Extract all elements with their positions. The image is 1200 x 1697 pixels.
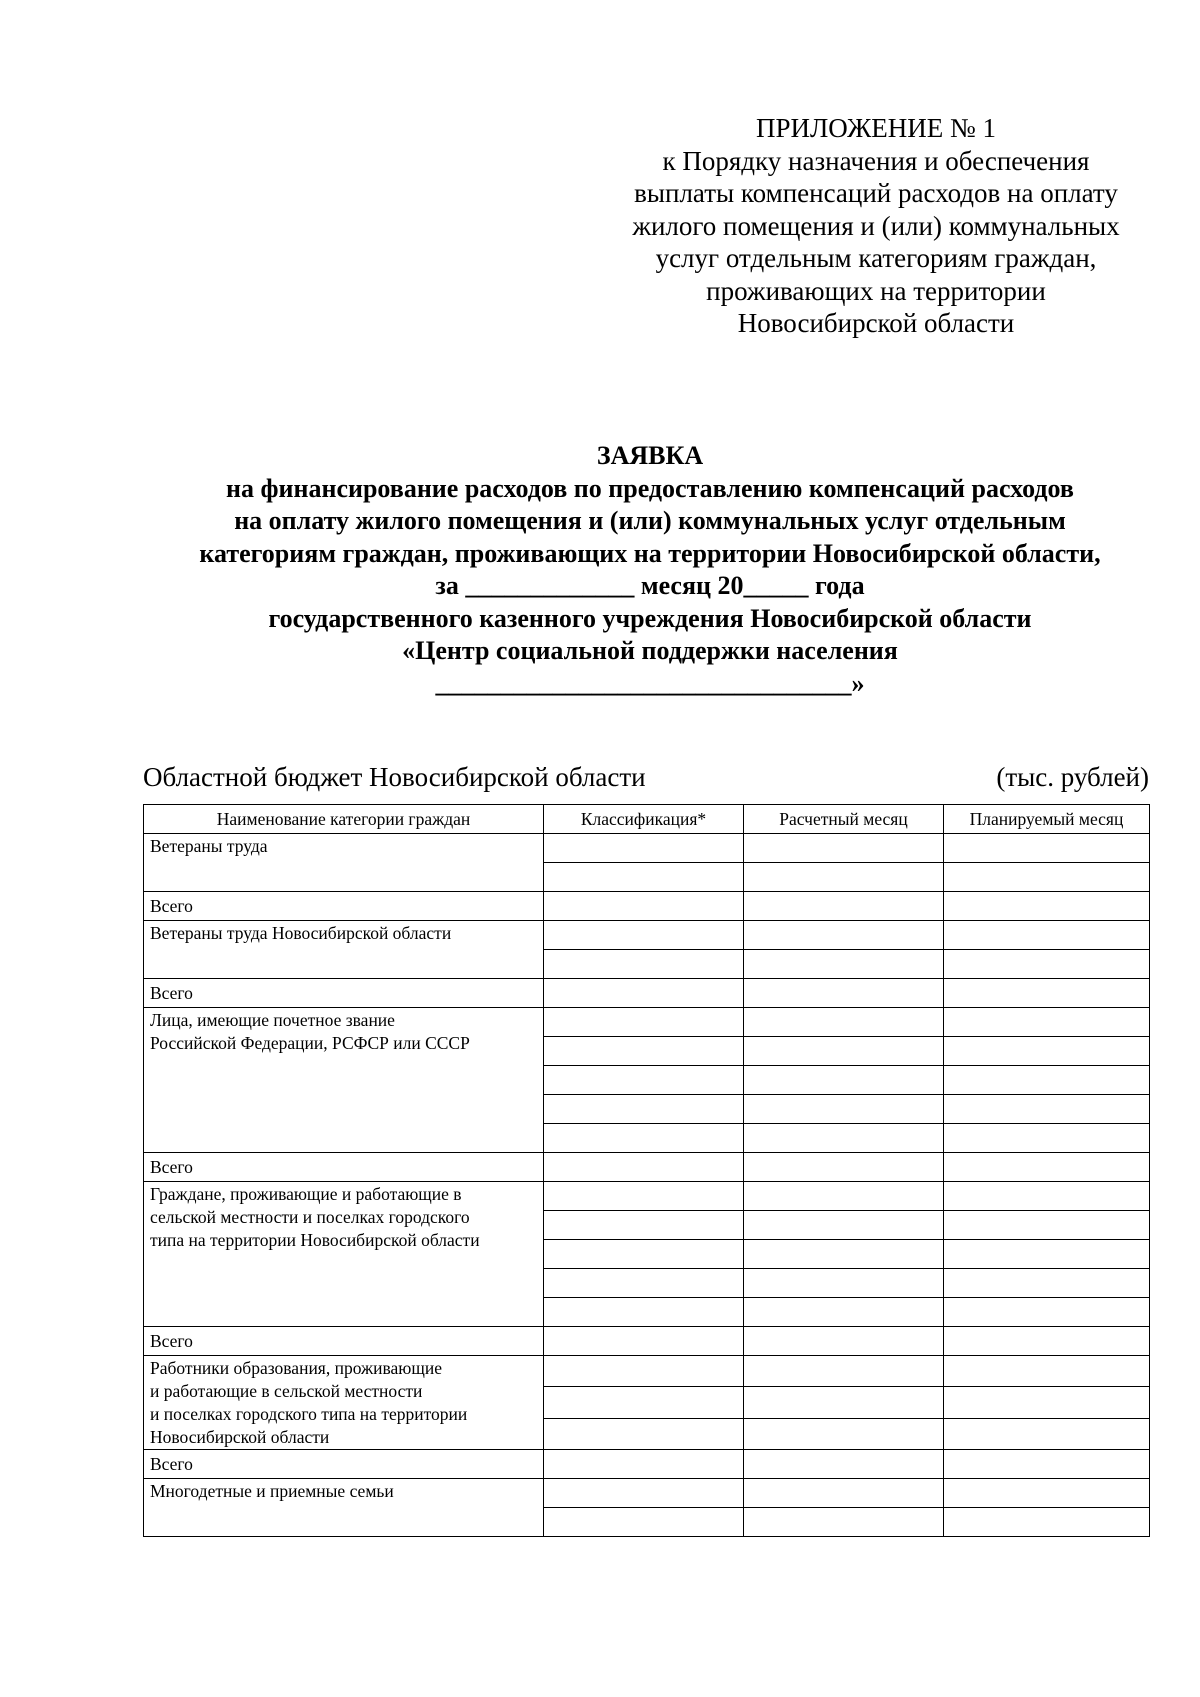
- calculated-month-cell[interactable]: [744, 1508, 944, 1537]
- center-name-line: [100, 668, 1200, 701]
- header-category: Наименование категории граждан: [144, 805, 544, 834]
- classification-cell[interactable]: [544, 1037, 744, 1066]
- classification-cell[interactable]: [544, 1095, 744, 1124]
- table-header-row: [144, 805, 1150, 834]
- calculated-month-cell[interactable]: [744, 950, 944, 979]
- planned-month-cell[interactable]: [944, 1269, 1150, 1298]
- classification-cell[interactable]: [544, 1211, 744, 1240]
- classification-cell[interactable]: [544, 863, 744, 892]
- total-calculated-month-cell[interactable]: [744, 1450, 944, 1479]
- appendix-line: Новосибирской области: [737, 308, 1015, 338]
- financing-table: [143, 804, 1150, 1537]
- category-name-line: Многодетные и приемные семьи: [150, 1481, 394, 1501]
- calculated-month-cell[interactable]: [744, 1418, 944, 1449]
- classification-cell[interactable]: [544, 950, 744, 979]
- calculated-month-cell[interactable]: [744, 921, 944, 950]
- planned-month-cell[interactable]: [944, 1298, 1150, 1327]
- planned-month-cell[interactable]: [944, 1211, 1150, 1240]
- calculated-month-cell[interactable]: [744, 834, 944, 863]
- period-suffix: года: [815, 571, 865, 600]
- classification-cell[interactable]: [544, 1240, 744, 1269]
- planned-month-cell[interactable]: [944, 1418, 1150, 1449]
- calculated-month-cell[interactable]: [744, 1211, 944, 1240]
- classification-cell[interactable]: [544, 1479, 744, 1508]
- planned-month-cell[interactable]: [944, 921, 1150, 950]
- title-line: на оплату жилого помещения и (или) коммунальных услуг отдельным: [234, 506, 1066, 535]
- table-row: [144, 1356, 1150, 1387]
- period-prefix: за: [435, 571, 459, 600]
- header-calculated-month: Расчетный месяц: [744, 805, 944, 834]
- total-row: [144, 1153, 1150, 1182]
- category-name-cell: [144, 1479, 544, 1537]
- total-label: Всего: [144, 1153, 544, 1182]
- classification-cell[interactable]: [544, 1066, 744, 1095]
- planned-month-cell[interactable]: [944, 1356, 1150, 1387]
- total-planned-month-cell[interactable]: [944, 1450, 1150, 1479]
- planned-month-cell[interactable]: [944, 1124, 1150, 1153]
- classification-cell[interactable]: [544, 1182, 744, 1211]
- header-classification: Классификация*: [544, 805, 744, 834]
- total-classification-cell[interactable]: [544, 1450, 744, 1479]
- form-title: [100, 440, 1200, 700]
- planned-month-cell[interactable]: [944, 1066, 1150, 1095]
- closing-quote: »: [851, 668, 865, 698]
- calculated-month-cell[interactable]: [744, 1095, 944, 1124]
- total-label: Всего: [144, 1327, 544, 1356]
- classification-cell[interactable]: [544, 1418, 744, 1449]
- total-planned-month-cell[interactable]: [944, 1153, 1150, 1182]
- classification-cell[interactable]: [544, 1269, 744, 1298]
- title-line: на финансирование расходов по предоставлению компенсаций расходов: [226, 473, 1074, 503]
- budget-label: Областной бюджет Новосибирской области: [143, 762, 646, 792]
- category-name-line: Ветераны труда: [150, 836, 268, 856]
- appendix-line: к Порядку назначения и обеспечения: [662, 145, 1090, 176]
- total-calculated-month-cell[interactable]: [744, 892, 944, 921]
- calculated-month-cell[interactable]: [744, 1066, 944, 1095]
- category-name-line: и поселках городского типа на территории: [150, 1404, 468, 1424]
- total-label: Всего: [144, 979, 544, 1008]
- month-blank-field[interactable]: _____________: [465, 571, 635, 600]
- total-planned-month-cell[interactable]: [944, 1327, 1150, 1356]
- total-classification-cell[interactable]: [544, 892, 744, 921]
- period-line: [100, 570, 1200, 603]
- classification-cell[interactable]: [544, 1124, 744, 1153]
- planned-month-cell[interactable]: [944, 1008, 1150, 1037]
- total-classification-cell[interactable]: [544, 1153, 744, 1182]
- calculated-month-cell[interactable]: [744, 1124, 944, 1153]
- appendix-line: услуг отдельным категориям граждан,: [655, 243, 1097, 273]
- table-body: [144, 834, 1150, 1537]
- total-row: [144, 1327, 1150, 1356]
- calculated-month-cell[interactable]: [744, 1182, 944, 1211]
- total-planned-month-cell[interactable]: [944, 892, 1150, 921]
- planned-month-cell[interactable]: [944, 1387, 1150, 1418]
- category-name-cell: [144, 921, 544, 979]
- planned-month-cell[interactable]: [944, 1095, 1150, 1124]
- title-line: категориям граждан, проживающих на территории Новосибирской области,: [199, 538, 1101, 568]
- total-row: [144, 1450, 1150, 1479]
- category-name-cell: [144, 1008, 544, 1153]
- calculated-month-cell[interactable]: [744, 1356, 944, 1387]
- title-line: «Центр социальной поддержки населения: [402, 636, 898, 665]
- category-name-line: Новосибирской области: [150, 1427, 330, 1447]
- classification-cell[interactable]: [544, 1356, 744, 1387]
- planned-month-cell[interactable]: [944, 950, 1150, 979]
- table-row: [144, 1008, 1150, 1037]
- planned-month-cell[interactable]: [944, 834, 1150, 863]
- calculated-month-cell[interactable]: [744, 1298, 944, 1327]
- category-name-line: Граждане, проживающие и работающие в: [150, 1184, 462, 1204]
- classification-cell[interactable]: [544, 1298, 744, 1327]
- total-calculated-month-cell[interactable]: [744, 1153, 944, 1182]
- classification-cell[interactable]: [544, 834, 744, 863]
- table-row: [144, 921, 1150, 950]
- category-name-cell: [144, 834, 544, 892]
- table-row: [144, 1182, 1150, 1211]
- total-calculated-month-cell[interactable]: [744, 979, 944, 1008]
- planned-month-cell[interactable]: [944, 1182, 1150, 1211]
- planned-month-cell[interactable]: [944, 863, 1150, 892]
- year-blank-field[interactable]: _____: [743, 571, 809, 600]
- total-row: [144, 892, 1150, 921]
- appendix-line: жилого помещения и (или) коммунальных: [632, 210, 1120, 241]
- center-name-blank-field[interactable]: ________________________________: [435, 668, 852, 698]
- table-row: [144, 1479, 1150, 1508]
- classification-cell[interactable]: [544, 1387, 744, 1418]
- appendix-line: ПРИЛОЖЕНИЕ № 1: [755, 113, 997, 143]
- total-row: [144, 979, 1150, 1008]
- calculated-month-cell[interactable]: [744, 1008, 944, 1037]
- category-name-line: Российской Федерации, РСФСР или СССР: [150, 1033, 470, 1053]
- planned-month-cell[interactable]: [944, 1508, 1150, 1537]
- title-line: государственного казенного учреждения Новосибирской области: [268, 603, 1032, 633]
- planned-month-cell[interactable]: [944, 1240, 1150, 1269]
- category-name-line: сельской местности и поселках городского: [150, 1207, 470, 1227]
- total-calculated-month-cell[interactable]: [744, 1327, 944, 1356]
- category-name-cell: [144, 1356, 544, 1450]
- calculated-month-cell[interactable]: [744, 1387, 944, 1418]
- budget-line: [143, 760, 1149, 794]
- category-name-line: Работники образования, проживающие: [150, 1358, 442, 1378]
- total-label: Всего: [144, 1450, 544, 1479]
- total-classification-cell[interactable]: [544, 1327, 744, 1356]
- calculated-month-cell[interactable]: [744, 1269, 944, 1298]
- planned-month-cell[interactable]: [944, 1037, 1150, 1066]
- appendix-line: проживающих на территории: [706, 275, 1046, 306]
- header-planned-month: Планируемый месяц: [944, 805, 1150, 834]
- category-name-line: типа на территории Новосибирской области: [150, 1230, 480, 1250]
- period-middle: месяц 20: [640, 571, 744, 600]
- classification-cell[interactable]: [544, 1508, 744, 1537]
- category-name-line: и работающие в сельской местности: [150, 1381, 423, 1401]
- total-label: Всего: [144, 892, 544, 921]
- table-row: [144, 834, 1150, 863]
- calculated-month-cell[interactable]: [744, 1037, 944, 1066]
- appendix-block: [600, 112, 1152, 340]
- category-name-line: Ветераны труда Новосибирской области: [150, 923, 452, 943]
- calculated-month-cell[interactable]: [744, 1479, 944, 1508]
- classification-cell[interactable]: [544, 921, 744, 950]
- classification-cell[interactable]: [544, 1008, 744, 1037]
- calculated-month-cell[interactable]: [744, 1240, 944, 1269]
- appendix-line: выплаты компенсаций расходов на оплату: [634, 178, 1118, 208]
- planned-month-cell[interactable]: [944, 1479, 1150, 1508]
- category-name-cell: [144, 1182, 544, 1327]
- category-name-line: Лица, имеющие почетное звание: [150, 1010, 395, 1030]
- total-planned-month-cell[interactable]: [944, 979, 1150, 1008]
- units-label: (тыс. рублей): [996, 762, 1149, 792]
- form-heading: ЗАЯВКА: [596, 441, 704, 470]
- calculated-month-cell[interactable]: [744, 863, 944, 892]
- total-classification-cell[interactable]: [544, 979, 744, 1008]
